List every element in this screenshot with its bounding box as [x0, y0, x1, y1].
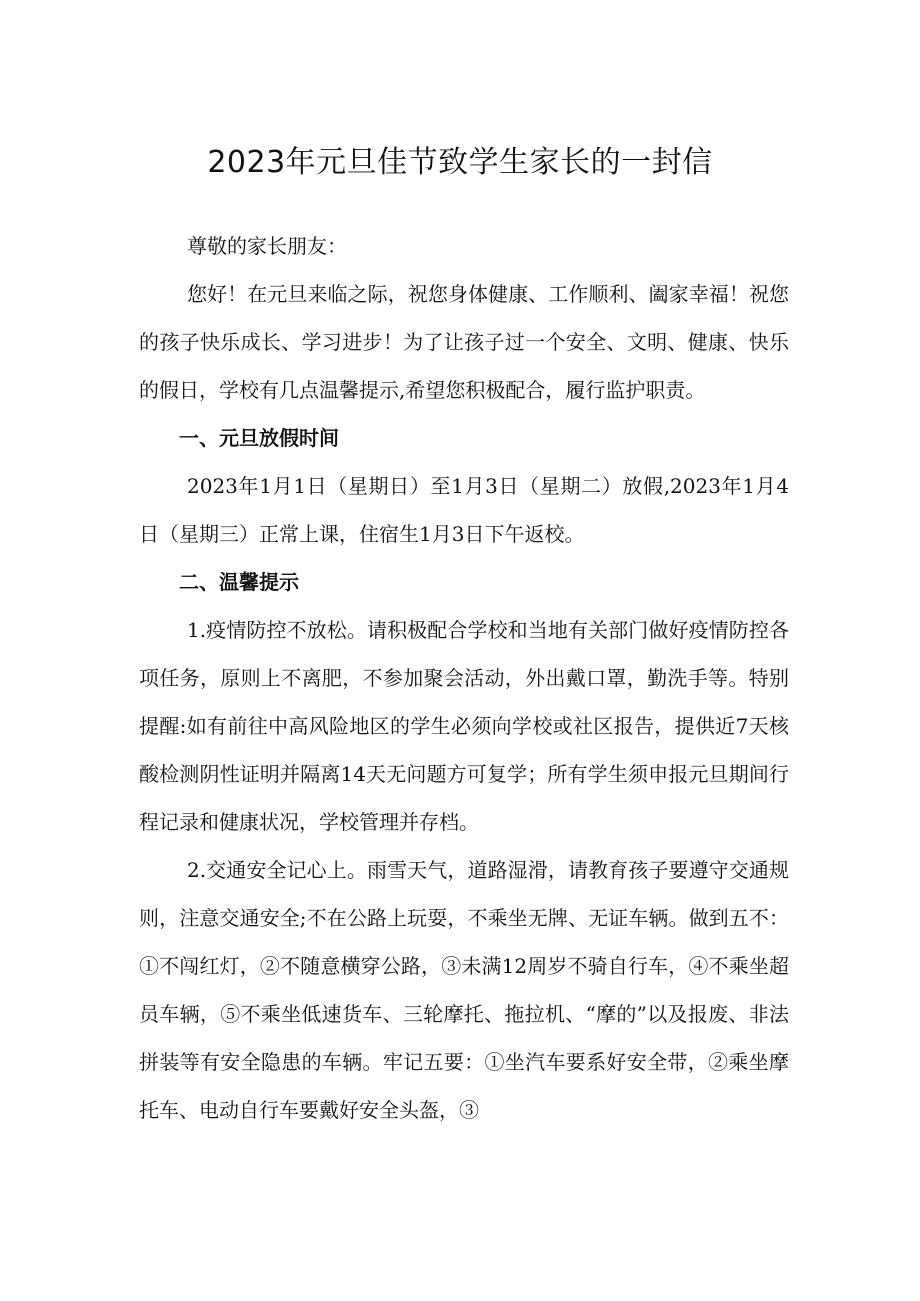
section-heading-tips: 二、温馨提示 — [179, 570, 299, 594]
salutation: 尊敬的家长朋友： — [187, 234, 347, 258]
tip-epidemic-paragraph: 1.疫情防控不放松。请积极配合学校和当地有关部门做好疫情防控各项任务，原则上不离肥，不参加聚会活动，外出戴口罩，勤洗手等。特别提醒:如有前往中高风险地区的学生必须向学校或社区报告，提供近7天核酸检测阴性证明并隔离14天无问题方可复学；所有学生须申报元旦期间行程记录和健康状况，学校管理并存档。 — [139, 618, 789, 834]
section-heading-holiday-time: 一、元旦放假时间 — [179, 426, 339, 450]
tip-traffic-paragraph: 2.交通安全记心上。雨雪天气，道路湿滑，请教育孩子要遵守交通规则，注意交通安全;不在公路上玩耍，不乘坐无牌、无证车辆。做到五不：①不闯红灯，②不随意横穿公路，③未满12周岁不骑自行车，④不乘坐超员车辆，⑤不乘坐低速货车、三轮摩托、拖拉机、“摩的”以及报废、非法拼装等有安全隐患的车辆。牢记五要：①坐汽车要系好安全带，②乘坐摩托车、电动自行车要戴好安全头盔，③ — [139, 858, 789, 1122]
letter-body — [139, 222, 789, 1134]
intro-paragraph: 您好！在元旦来临之际，祝您身体健康、工作顺利、阖家幸福！祝您的孩子快乐成长、学习进步！为了让孩子过一个安全、文明、健康、快乐的假日，学校有几点温馨提示,希望您积极配合，履行监护职责。 — [139, 282, 789, 402]
holiday-time-paragraph: 2023年1月1日（星期日）至1月3日（星期二）放假,2023年1月4日（星期三）正常上课，住宿生1月3日下午返校。 — [139, 474, 789, 546]
letter-title: 2023年元旦佳节致学生家长的一封信 — [207, 145, 713, 180]
